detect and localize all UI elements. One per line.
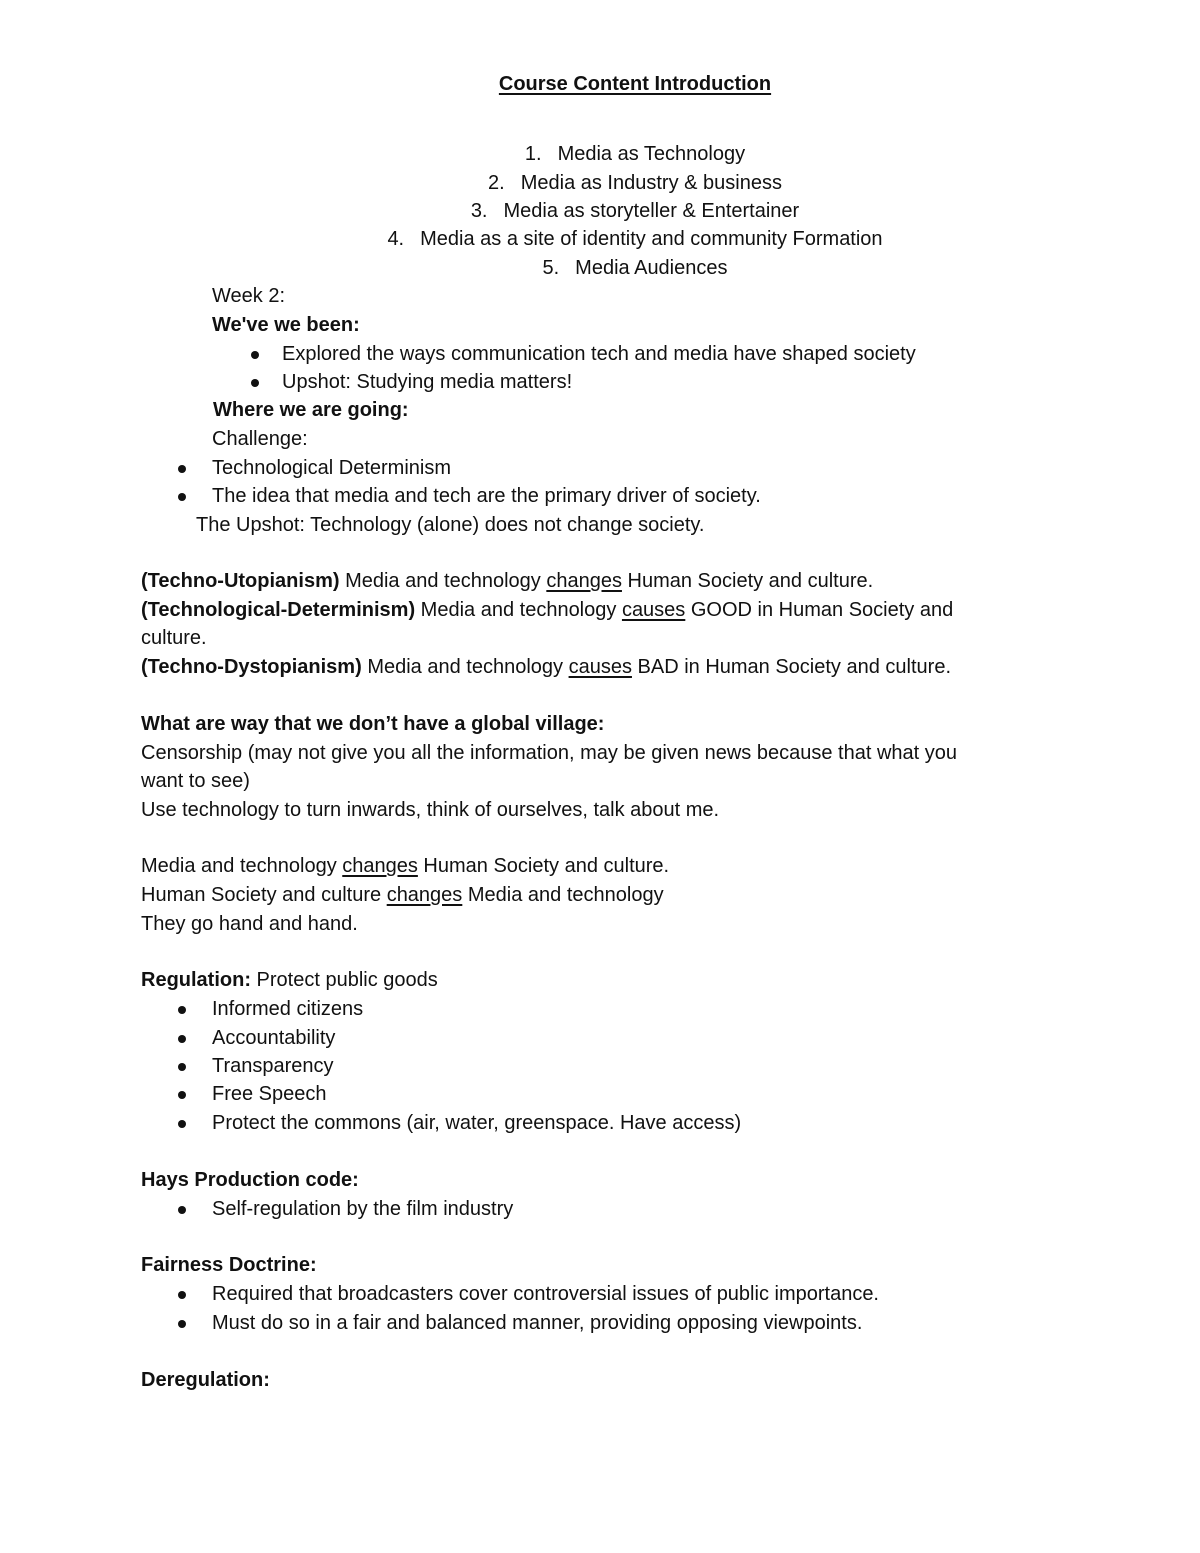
- bullet-icon: [178, 1091, 186, 1099]
- term-text: GOOD in Human Society and: [685, 599, 954, 621]
- bullet-icon: [178, 1291, 186, 1299]
- village-line: Use technology to turn inwards, think of ourselves, talk about me.: [141, 799, 720, 821]
- list-item: Free Speech: [212, 1083, 327, 1105]
- line-text: Media and technology: [462, 884, 664, 906]
- determinism-line: [141, 596, 953, 624]
- item-number: 1.: [524, 143, 542, 165]
- list-item: Accountability: [212, 1027, 336, 1049]
- utopian-line: [141, 567, 873, 595]
- bullet-icon: [251, 351, 259, 359]
- term-text: Media and technology: [339, 570, 547, 592]
- underlined-word: causes: [621, 599, 686, 621]
- item-number: 5.: [542, 257, 560, 279]
- bullet-icon: [178, 1035, 186, 1043]
- determinism-cont: culture.: [141, 627, 207, 649]
- section-heading: Regulation:: [141, 969, 251, 991]
- list-item: Protect the commons (air, water, greenspace. Have access): [212, 1112, 742, 1134]
- term-text: Media and technology: [361, 656, 569, 678]
- list-item: Must do so in a fair and balanced manner, providing opposing viewpoints.: [212, 1312, 863, 1334]
- numbered-item: [0, 140, 1200, 168]
- underlined-word: changes: [342, 855, 418, 877]
- term-text: Media and technology: [415, 599, 622, 621]
- term-text: BAD in Human Society and culture.: [631, 656, 951, 678]
- item-text: Media as Industry & business: [520, 172, 782, 194]
- item-number: 4.: [387, 228, 405, 250]
- line-text: Media and technology: [141, 855, 343, 877]
- been-heading: We've we been:: [212, 314, 360, 336]
- term-label: (Technological-Determinism): [141, 599, 416, 621]
- numbered-item: [0, 225, 1200, 253]
- page-title: Course Content Introduction: [498, 73, 772, 95]
- list-item: Informed citizens: [212, 998, 364, 1020]
- bullet-icon: [178, 1063, 186, 1071]
- item-text: Media Audiences: [575, 257, 728, 279]
- list-item: Required that broadcasters cover controversial issues of public importance.: [212, 1283, 879, 1305]
- bullet-icon: [251, 379, 259, 387]
- hand-line: They go hand and hand.: [141, 913, 358, 935]
- underlined-word: changes: [546, 570, 622, 592]
- numbered-item: [0, 169, 1200, 197]
- underlined-word: causes: [568, 656, 632, 678]
- numbered-item: [0, 197, 1200, 225]
- hays-heading: Hays Production code:: [141, 1169, 359, 1191]
- term-label: (Techno-Utopianism): [141, 570, 340, 592]
- numbered-item: [0, 254, 1200, 282]
- challenge-label: Challenge:: [212, 428, 308, 450]
- list-item: Explored the ways communication tech and media have shaped society: [282, 343, 916, 365]
- item-text: Media as Technology: [557, 143, 746, 165]
- list-item: Technological Determinism: [212, 457, 451, 479]
- list-item: Transparency: [212, 1055, 334, 1077]
- deregulation-heading: Deregulation:: [141, 1369, 270, 1391]
- bullet-icon: [178, 1006, 186, 1014]
- item-number: 3.: [470, 200, 488, 222]
- hand-line: [141, 881, 664, 909]
- village-line: Censorship (may not give you all the information, may be given news because that what you: [141, 742, 957, 764]
- section-text: Protect public goods: [251, 969, 438, 991]
- regulation-line: [141, 966, 438, 994]
- dystopian-line: [141, 653, 951, 681]
- upshot-line: The Upshot: Technology (alone) does not change society.: [196, 514, 705, 536]
- list-item: Upshot: Studying media matters!: [282, 371, 573, 393]
- line-text: Human Society and culture.: [417, 855, 670, 877]
- fairness-heading: Fairness Doctrine:: [141, 1254, 317, 1276]
- hand-line: [141, 852, 669, 880]
- going-heading: Where we are going:: [213, 399, 409, 421]
- underlined-word: changes: [386, 884, 463, 906]
- week-label: Week 2:: [212, 285, 285, 307]
- village-line: want to see): [141, 770, 250, 792]
- bullet-icon: [178, 465, 186, 473]
- item-text: Media as a site of identity and community Formation: [420, 228, 883, 250]
- list-item: Self-regulation by the film industry: [212, 1198, 514, 1220]
- bullet-icon: [178, 1206, 186, 1214]
- item-text: Media as storyteller & Entertainer: [503, 200, 800, 222]
- list-item: The idea that media and tech are the primary driver of society.: [212, 485, 761, 507]
- village-heading: What are way that we don’t have a global village:: [141, 713, 605, 735]
- item-number: 2.: [488, 172, 505, 194]
- bullet-icon: [178, 1120, 186, 1128]
- line-text: Human Society and culture: [141, 884, 387, 906]
- term-label: (Techno-Dystopianism): [141, 656, 362, 678]
- bullet-icon: [178, 1320, 186, 1328]
- term-text: Human Society and culture.: [621, 570, 874, 592]
- bullet-icon: [178, 493, 186, 501]
